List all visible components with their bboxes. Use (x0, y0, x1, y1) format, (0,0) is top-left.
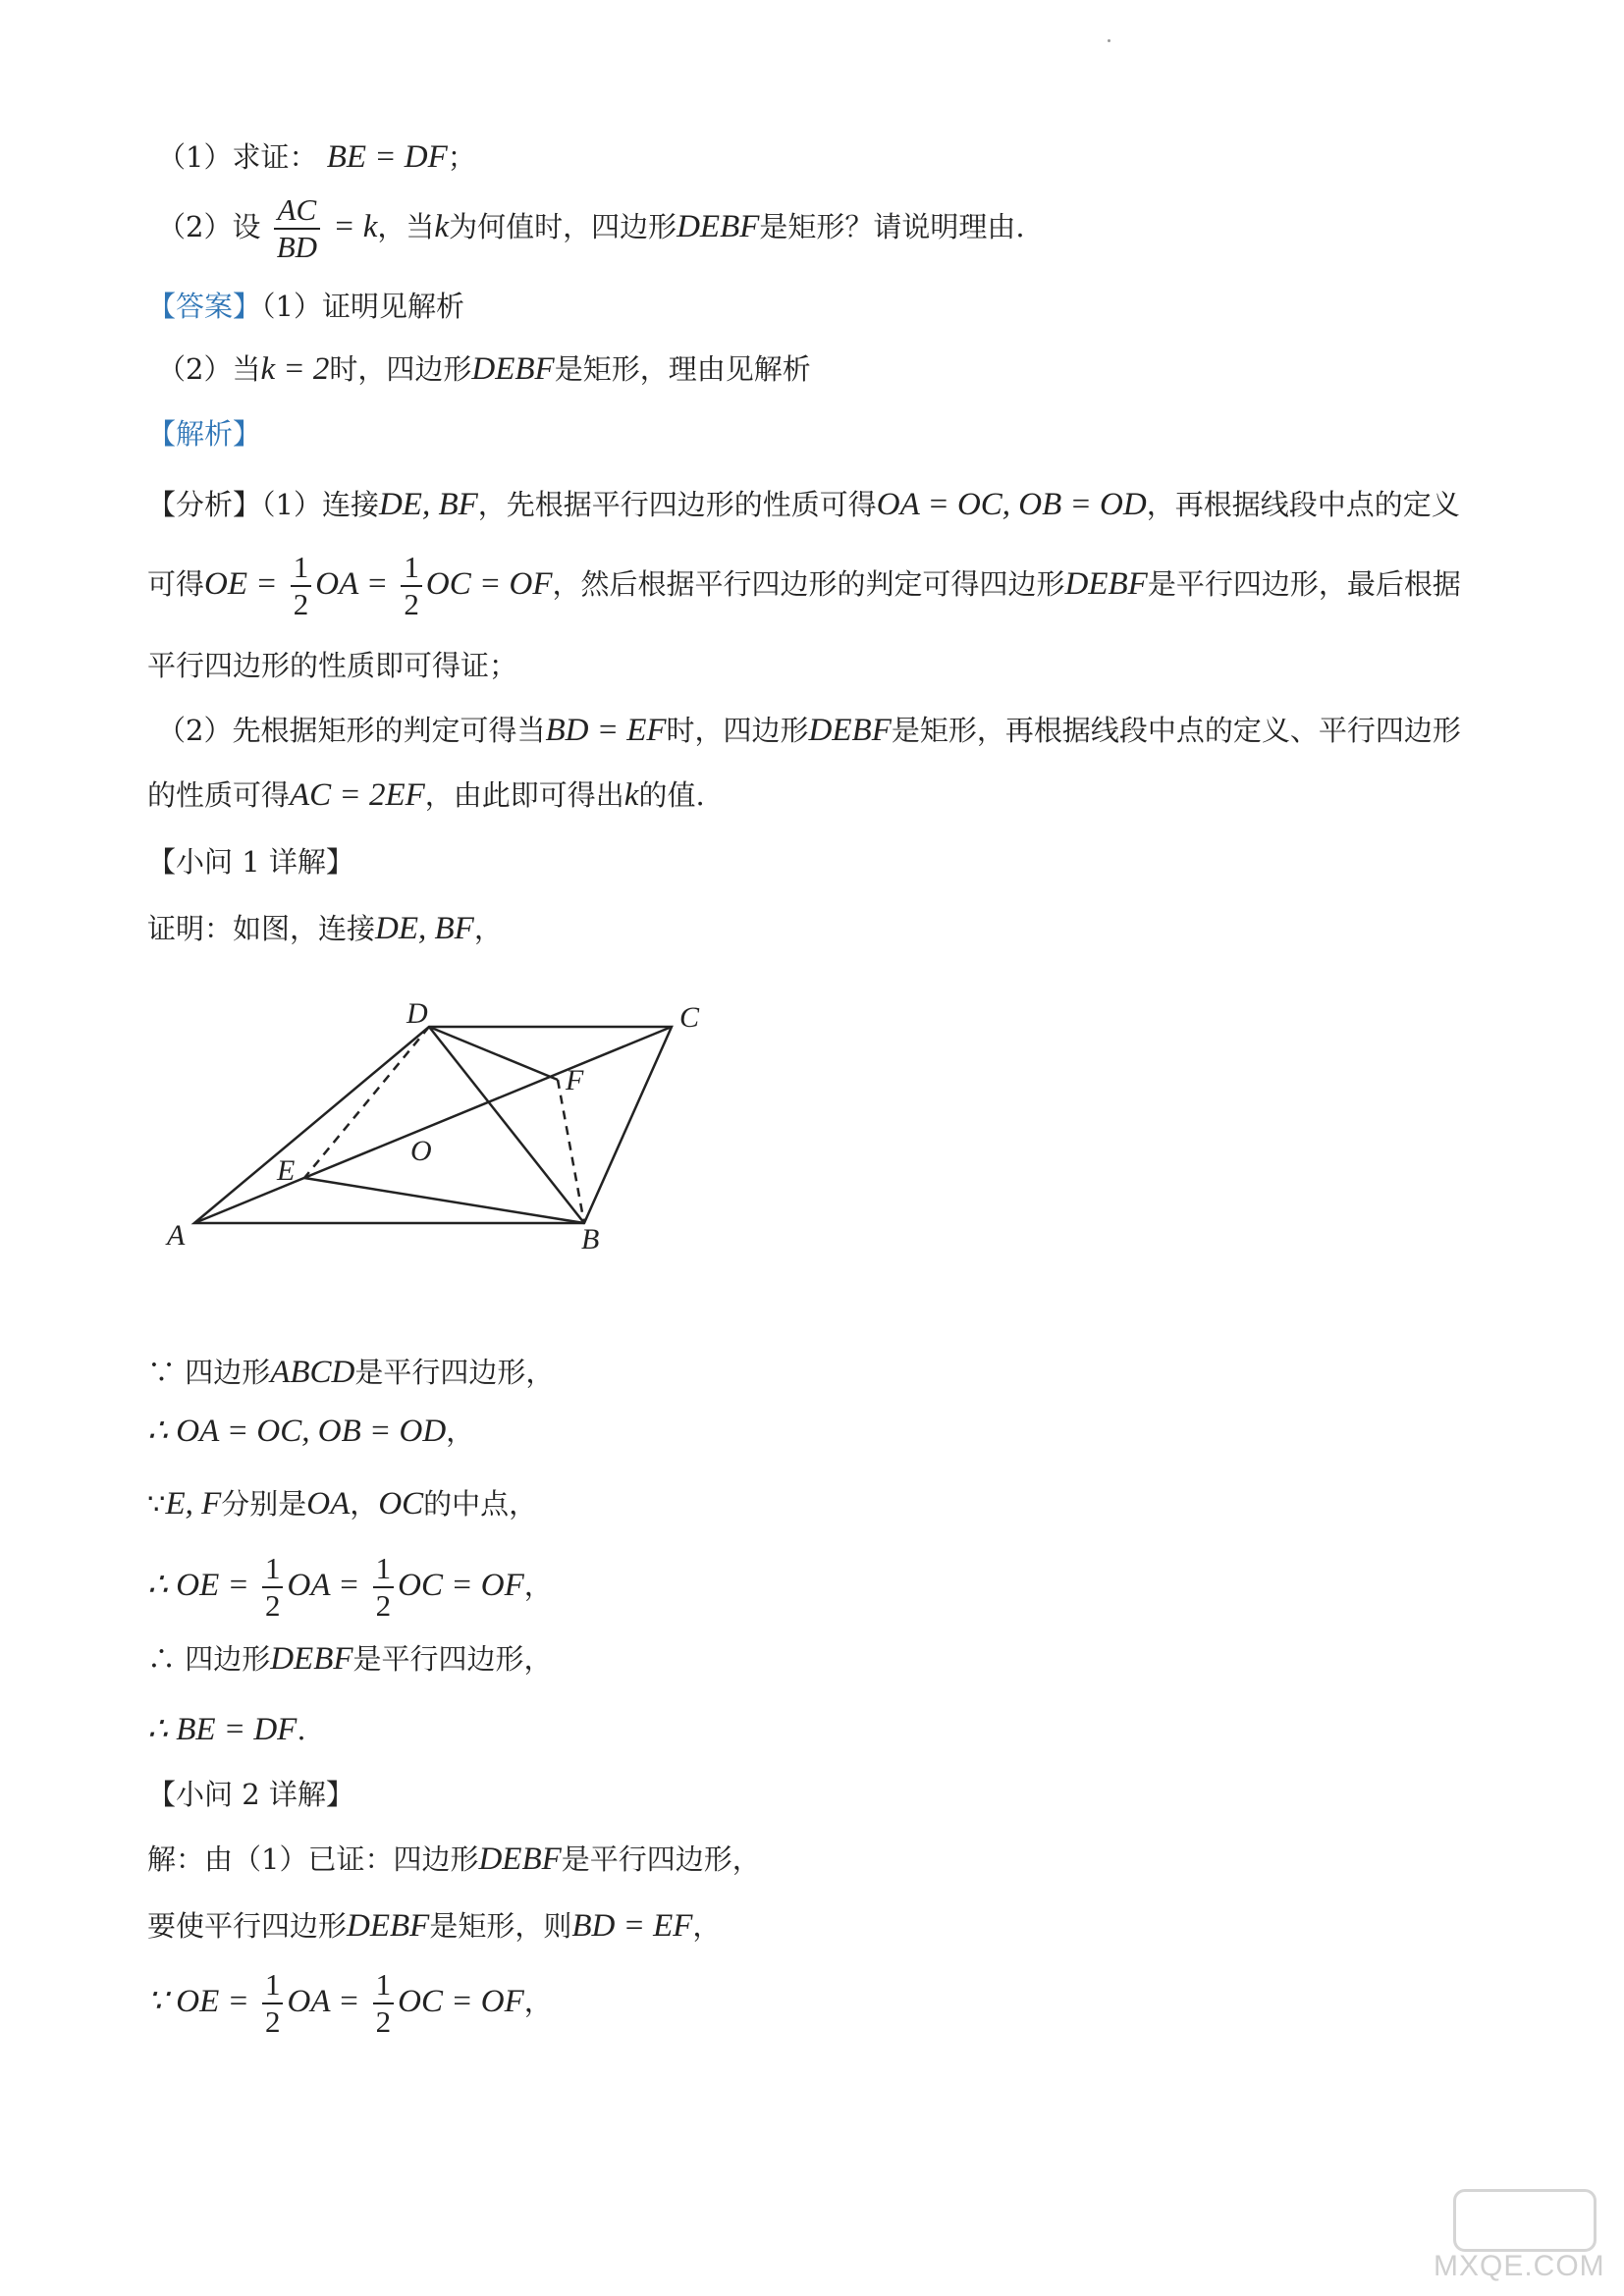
answer-line2-b: 时，四边形 (329, 352, 472, 386)
diagonal-ac (194, 1027, 672, 1223)
detail1-s4-half-2 (373, 1551, 395, 1624)
answer-line2-quad: DEBF (471, 351, 555, 387)
half-den: 2 (293, 587, 309, 621)
analysis-p4-b: 时，四边形 (666, 714, 809, 747)
analysis-p1-expr1: DE, BF (378, 487, 478, 522)
question-1 (157, 135, 476, 179)
detail2-s3-half-2 (373, 1967, 395, 2040)
label-f: F (566, 1064, 584, 1096)
answer-line2-a: （2）当 (157, 352, 261, 386)
segment-df (429, 1027, 558, 1080)
q2-end: 是矩形？请说明理由. (759, 210, 1025, 243)
detail1-s6-b: . (297, 1713, 306, 1746)
label-d: D (406, 997, 428, 1030)
q1-end: ； (447, 140, 476, 174)
detail2-heading (147, 1773, 354, 1816)
analysis-p2-oe: OE = (204, 566, 278, 602)
label-o: O (410, 1135, 432, 1167)
half-den: 2 (375, 1588, 392, 1623)
detail2-s2-c: ， (692, 1909, 722, 1943)
detail2-s3-half-1 (262, 1967, 284, 2040)
label-e: E (277, 1154, 296, 1187)
q2-mid1: ，当 (377, 210, 435, 243)
q1-text: 求证： (232, 140, 318, 174)
detail2-step1 (147, 1838, 761, 1881)
detail1-s3-expr: E, F (165, 1486, 222, 1522)
label-c: C (679, 1001, 700, 1034)
analysis-p5-expr: AC = 2EF (290, 777, 425, 813)
q2-frac-denominator: BD (276, 230, 318, 264)
segment-fb-dashed (558, 1080, 584, 1223)
half-den: 2 (404, 587, 419, 621)
watermark (1414, 2189, 1610, 2287)
analysis-p4-c: 是矩形，再根据线段中点的定义、平行四边形 (891, 714, 1461, 747)
detail1-intro-b: ， (473, 912, 503, 945)
parallelogram-figure (157, 991, 707, 1256)
q1-number: （1） (157, 140, 233, 174)
analysis-p2-half-1 (291, 550, 312, 622)
answer-line-2 (157, 347, 811, 391)
analysis-p4-quad: DEBF (808, 713, 892, 748)
detail2-step2 (147, 1904, 721, 1948)
detail2-s2-a: 要使平行四边形 (147, 1909, 348, 1943)
analysis-p4 (157, 709, 1461, 752)
q2-frac-numerator: AC (274, 192, 320, 230)
question-2 (157, 192, 1025, 265)
half-num: 1 (262, 1551, 284, 1588)
analysis-p2-b: ，然后根据平行四边形的判定可得四边形 (552, 567, 1065, 601)
q2-quad: DEBF (677, 209, 760, 244)
analysis-p5-c: 的值. (638, 778, 705, 812)
label-a: A (167, 1219, 186, 1252)
detail2-s1-a: 解：由（1）已证：四边形 (147, 1842, 479, 1876)
stray-dot (1108, 39, 1110, 42)
answer-line2-c: 是矩形，理由见解析 (554, 352, 811, 386)
detail1-step4 (147, 1551, 553, 1624)
detail2-s3-oa: OA = (287, 1984, 360, 2019)
detail1-s2-b: ， (446, 1415, 475, 1448)
analysis-p2-half-2 (401, 550, 422, 622)
detail1-heading (147, 840, 354, 883)
analysis-p1 (147, 483, 1460, 526)
answer-line1-text: （1）证明见解析 (261, 290, 464, 323)
detail2-s2-expr: BD = EF (571, 1908, 693, 1944)
watermark-logo-icon (1453, 2189, 1597, 2252)
detail1-s4-b: ， (523, 1569, 553, 1602)
detail1-s5-b: 是平行四边形， (352, 1642, 553, 1676)
label-b: B (581, 1223, 600, 1255)
detail1-s4-half-1 (262, 1551, 284, 1624)
detail1-s3-oa: OA (306, 1486, 351, 1522)
answer-line2-expr: k = 2 (260, 351, 330, 387)
half-den: 2 (375, 2004, 392, 2039)
detail1-step1 (147, 1351, 554, 1394)
detail2-s3-oc: OC = OF (398, 1984, 524, 2019)
q2-mid2: 为何值时，四边形 (449, 210, 677, 243)
detail1-s5-quad: DEBF (270, 1641, 353, 1677)
analysis-p5-k: k (623, 777, 639, 813)
detail2-s3-b: ， (523, 1985, 553, 2018)
detail1-s1-a: ∵ 四边形 (147, 1356, 271, 1389)
detail2-s3-a: ∵ OE = (147, 1984, 249, 2019)
detail1-s3-oc: OC (378, 1486, 424, 1522)
detail1-s3-c: ， (350, 1487, 379, 1521)
analysis-p4-a: （2）先根据矩形的判定可得当 (157, 714, 546, 747)
analysis-p1-b: ，先根据平行四边形的性质可得 (477, 488, 877, 521)
watermark-text: MXQE.COM (1434, 2250, 1605, 2282)
detail2-step3 (147, 1967, 553, 2040)
analysis-p2-quad: DEBF (1064, 566, 1148, 602)
answer-line-1 (147, 285, 464, 328)
detail2-s2-b: 是矩形，则 (429, 1909, 572, 1943)
jiexi-tag: 【解析】 (147, 417, 262, 451)
detail1-s3-b: 分别是 (221, 1487, 307, 1521)
detail1-s3-a: ∵ (147, 1487, 166, 1521)
analysis-p2-a: 可得 (147, 567, 205, 601)
analysis-p2-c: 是平行四边形，最后根据 (1147, 567, 1461, 601)
analysis-p5 (147, 774, 705, 817)
detail1-s5-a: ∴ 四边形 (147, 1642, 271, 1676)
analysis-tag: 【分析】 (147, 488, 262, 521)
half-den: 2 (264, 2004, 281, 2039)
analysis-p4-expr: BD = EF (545, 713, 667, 748)
half-num: 1 (401, 550, 422, 587)
analysis-p5-b: ，由此即可得出 (424, 778, 624, 812)
detail2-s1-b: 是平行四边形， (561, 1842, 761, 1876)
half-num: 1 (373, 1551, 395, 1588)
half-num: 1 (373, 1967, 395, 2004)
analysis-p1-a: （1）连接 (261, 488, 379, 521)
jiexi-heading (147, 412, 261, 455)
detail1-step2 (147, 1410, 474, 1453)
detail1-step6 (147, 1708, 306, 1751)
half-num: 1 (291, 550, 312, 587)
q2-fraction (274, 192, 320, 265)
q1-expr: BE = DF (326, 139, 448, 175)
detail2-tag: 【小问 2 详解】 (147, 1778, 354, 1811)
analysis-p1-c: ，再根据线段中点的定义 (1146, 488, 1460, 521)
q2-eq: = k (333, 209, 378, 244)
detail1-s2: ∴ OA = OC, OB = OD (147, 1414, 447, 1449)
detail1-intro (147, 907, 503, 950)
detail1-s1-b: 是平行四边形， (354, 1356, 555, 1389)
segment-eb (304, 1178, 584, 1223)
analysis-p2-oc: OC = OF (425, 566, 553, 602)
detail1-s3-d: 的中点， (423, 1487, 538, 1521)
detail1-s1-quad: ABCD (270, 1355, 355, 1390)
analysis-p2-oa: OA = (315, 566, 389, 602)
detail1-step3 (147, 1482, 537, 1525)
detail1-intro-a: 证明：如图，连接 (147, 912, 376, 945)
half-den: 2 (264, 1588, 281, 1623)
analysis-p1-expr2: OA = OC, OB = OD (876, 487, 1147, 522)
detail1-intro-expr: DE, BF (375, 911, 474, 946)
analysis-p2 (147, 550, 1461, 622)
half-num: 1 (262, 1967, 284, 2004)
q2-pre: 设 (232, 210, 261, 243)
detail1-s4-oa: OA = (287, 1568, 360, 1603)
detail2-s2-quad: DEBF (347, 1908, 430, 1944)
detail1-s4-oc: OC = OF (398, 1568, 524, 1603)
analysis-p3 (147, 644, 517, 687)
analysis-p5-a: 的性质可得 (147, 778, 291, 812)
q2-number: （2） (157, 210, 233, 243)
detail1-s4-a: ∴ OE = (147, 1568, 249, 1603)
diagonal-bd (429, 1027, 584, 1223)
detail2-s1-quad: DEBF (478, 1842, 562, 1877)
answer-tag: 【答案】 (147, 290, 262, 323)
analysis-p3-text: 平行四边形的性质即可得证； (147, 649, 518, 682)
detail1-s6: ∴ BE = DF (147, 1712, 298, 1747)
detail1-step5 (147, 1637, 553, 1681)
q2-k: k (434, 209, 450, 244)
detail1-tag: 【小问 1 详解】 (147, 845, 354, 879)
